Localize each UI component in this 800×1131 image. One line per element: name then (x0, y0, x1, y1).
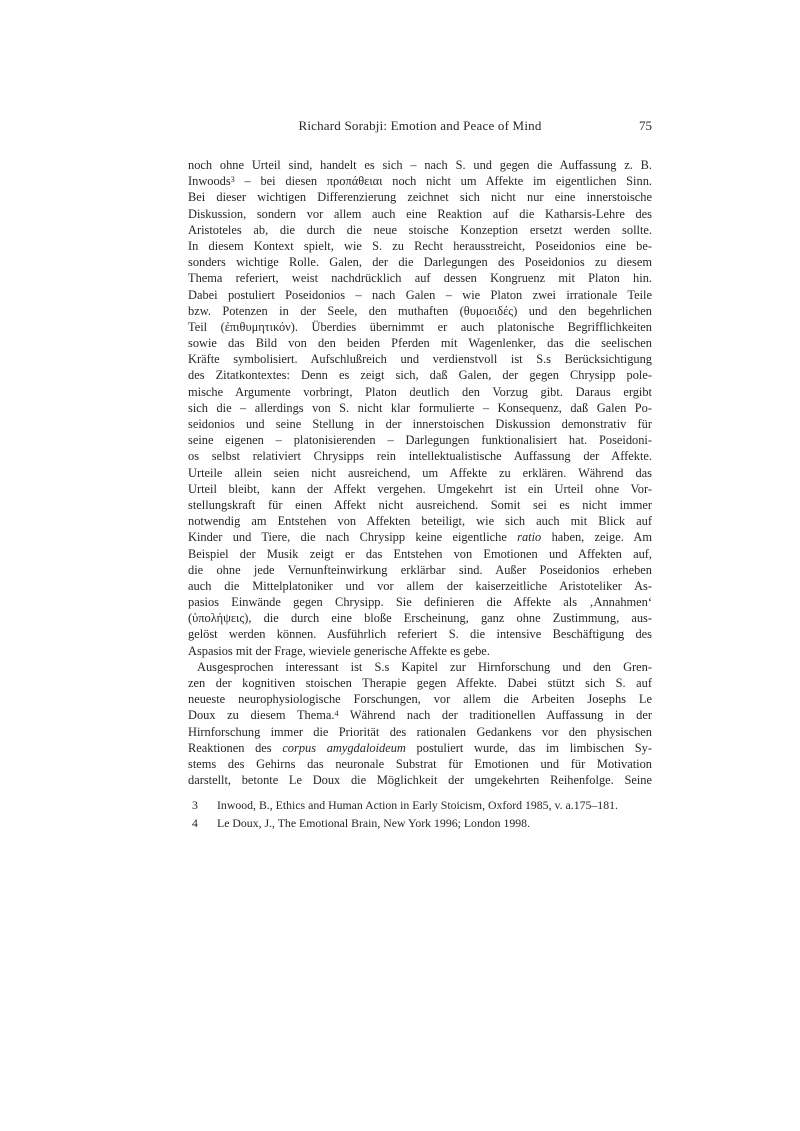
text-line: Kräfte symbolisiert. Aufschlußreich und verdienstvoll ist S.s Berücksichtigung (188, 352, 652, 367)
footnote-number: 4 (192, 816, 198, 830)
text-line: notwendig am Entstehen von Affekten beteiligt, wie sich auch mit Blick auf (188, 514, 652, 529)
text-line: Urteil bleibt, kann der Affekt vergehen. Umgekehrt ist ein Urteil ohne Vor- (188, 481, 652, 496)
text-line: gelöst werden können. Ausführlich referiert S. die intensive Beschäftigung des (188, 627, 652, 642)
text-line: Inwoods$^3$ – bei diesen προπάθειαι noch nicht um Affekte im eigentlichen Sinn. (188, 174, 652, 189)
text-line: mische Argumente vorbringt, Platon deutlich den Vorzug gibt. Daraus ergibt (188, 384, 652, 399)
text-line: noch ohne Urteil sind, handelt es sich – nach S. und gegen die Auffassung z. B. (188, 158, 652, 172)
text-line: pasios Einwände gegen Chrysipp. Sie definieren die Affekte als ‚Annahmen‘ (188, 595, 652, 610)
footnote-text: Le Doux, J., The Emotional Brain, New York 1996; London 1998. (217, 816, 531, 830)
text-line: seine eigenen – platonisierenden – Darlegungen funktionalisiert hat. Poseidoni- (188, 433, 652, 448)
text-line: Beispiel der Musik zeigt er das Entstehen von Emotionen und Affekten auf, (188, 546, 652, 561)
footnote-text: Inwood, B., Ethics and Human Action in Early Stoicism, Oxford 1985, v. a.175–181. (217, 798, 618, 812)
page-number: 75 (639, 118, 652, 133)
text-line: die ohne jede Vernunfteinwirkung erklärbar sind. Außer Poseidonios erheben (188, 562, 652, 577)
footnote (192, 797, 652, 814)
text-line: Hirnforschung immer die Priorität des rationalen Gedankens vor den physischen (188, 724, 652, 739)
text-line: sowie das Bild von den beiden Pferden mit Wagenlenker, das die seelischen (188, 336, 652, 351)
text-line: Urteile allein seien nicht ausreichend, um Affekte zu erklären. Während das (188, 465, 652, 480)
text-line: Ausgesprochen interessant ist S.s Kapitel zur Hirnforschung und den Gren- (197, 659, 652, 674)
text-line: sonders wichtige Rolle. Galen, der die Darlegungen des Poseidonios zu diesem (188, 255, 652, 270)
text-line: zen der kognitiven stoischen Therapie gegen Affekte. Dabei stützt sich S. auf (188, 676, 652, 690)
text-line: darstellt, betonte Le Doux die Möglichkeit der umgekehrten Reihenfolge. Seine (188, 773, 652, 788)
page-header (188, 118, 652, 136)
text-line: Aspasios mit der Frage, wieviele generische Affekte es gebe. (188, 643, 490, 658)
text-line: Thema referiert, weist nachdrücklich auf dessen Kongruenz mit Platon hin. (188, 271, 652, 286)
text-line: Teil (ἐπιθυμητικόν). Überdies übernimmt er auch platonische Begrifflichkeiten (188, 319, 652, 334)
text-line: stellungskraft für einen Affekt nicht ausreichend. Somit sei es nicht immer (188, 497, 652, 512)
text-line: neueste neurophysiologische Forschungen, vor allem die Arbeiten Josephs Le (188, 692, 652, 707)
text-line: In diesem Kontext spielt, wie S. zu Recht herausstreicht, Poseidonios eine be- (188, 238, 652, 253)
text-line: des Zitatkontextes: Denn es zeigt sich, daß Galen, der gegen Chrysipp pole- (188, 368, 652, 383)
text-line: auch die Mittelplatoniker und vor allem der kaiserzeitliche Aristoteliker As- (188, 578, 652, 593)
text-line: Kinder und Tiere, die nach Chrysipp keine eigentliche ratio haben, zeige. Am (188, 530, 652, 545)
text-line: (ὑπολήψεις), die durch eine bloße Erscheinung, ganz ohne Zustimmung, aus- (188, 611, 652, 626)
text-line: bzw. Potenzen in der Seele, den muthaften (θυμοειδές) und den begehrlichen (188, 303, 652, 318)
text-line: Dabei postuliert Poseidonios – nach Galen – wie Platon zwei irrationale Teile (188, 287, 652, 302)
running-title: Richard Sorabji: Emotion and Peace of Mind (298, 118, 542, 133)
text-line: sich die – allerdings von S. nicht klar formulierte – Konsequenz, daß Galen Po- (188, 400, 652, 415)
text-line: stems des Gehirns das neuronale Substrat für Emotionen und für Motivation (188, 756, 652, 771)
text-line: Aristoteles ab, die durch die neue stoische Konzeption ersetzt werden sollte. (188, 222, 652, 237)
text-line: Reaktionen des corpus amygdaloideum postuliert wurde, das im limbischen Sy- (188, 740, 652, 755)
text-line: Bei dieser wichtigen Differenzierung zeichnet sich nicht nur eine innerstoische (188, 190, 652, 205)
footnotes (192, 797, 652, 833)
footnote-number: 3 (192, 798, 198, 812)
text-line: seidonios und seine Stellung in der innerstoischen Diskussion demonstrativ für (188, 417, 652, 431)
text-line: os selbst relativiert Chrysipps rein intellektualistische Auffassung der Affekte. (188, 449, 652, 464)
body-text (188, 157, 652, 788)
text-line: Diskussion, sondern vor allem auch eine Reaktion auf die Katharsis-Lehre des (188, 206, 652, 221)
footnote (192, 815, 652, 832)
text-line: Doux zu diesem Thema.$^4$ Während nach der traditionellen Auffassung in der (188, 708, 652, 723)
